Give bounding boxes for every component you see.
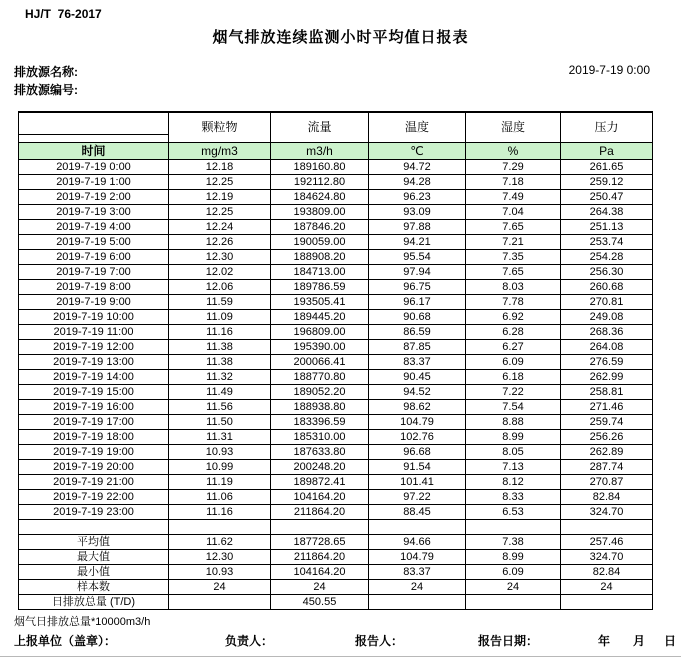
cell-value: 83.37 bbox=[369, 565, 466, 580]
cell-value: 6.53 bbox=[466, 505, 561, 520]
cell-value: 195390.00 bbox=[271, 340, 369, 355]
cell-value: 11.62 bbox=[169, 535, 271, 550]
cell-label: 2019-7-19 4:00 bbox=[19, 220, 169, 235]
cell-value: 90.68 bbox=[369, 310, 466, 325]
table-row bbox=[19, 340, 653, 355]
cell-value: 189872.41 bbox=[271, 475, 369, 490]
cell-value: 276.59 bbox=[561, 355, 653, 370]
cell-value: 270.81 bbox=[561, 295, 653, 310]
cell-value: 8.05 bbox=[466, 445, 561, 460]
emission-total-note: 烟气日排放总量*10000m3/h bbox=[14, 616, 151, 628]
source-name-label: 排放源名称: bbox=[14, 65, 78, 79]
cell-value: 8.33 bbox=[466, 490, 561, 505]
table-row bbox=[19, 250, 653, 265]
report-datetime: 2019-7-19 0:00 bbox=[568, 63, 650, 77]
cell-value: 7.13 bbox=[466, 460, 561, 475]
table-row bbox=[19, 370, 653, 385]
cell-value: 258.81 bbox=[561, 385, 653, 400]
cell-value: 190059.00 bbox=[271, 235, 369, 250]
cell-value: 104164.20 bbox=[271, 565, 369, 580]
header-row-units bbox=[19, 143, 653, 160]
col-header-pressure: 压力 bbox=[561, 112, 653, 143]
cell-label: 2019-7-19 7:00 bbox=[19, 265, 169, 280]
table-row bbox=[19, 295, 653, 310]
cell-value: 96.75 bbox=[369, 280, 466, 295]
cell-value: 82.84 bbox=[561, 490, 653, 505]
cell-value: 96.17 bbox=[369, 295, 466, 310]
cell-label: 2019-7-19 0:00 bbox=[19, 160, 169, 175]
col-header-temperature: 温度 bbox=[369, 112, 466, 143]
cell-label: 最大值 bbox=[19, 550, 169, 565]
summary-row bbox=[19, 520, 653, 535]
cell-value: 8.88 bbox=[466, 415, 561, 430]
cell-value bbox=[169, 520, 271, 535]
cell-value: 97.94 bbox=[369, 265, 466, 280]
cell-value: 189786.59 bbox=[271, 280, 369, 295]
cell-value: 192112.80 bbox=[271, 175, 369, 190]
cell-value: 256.30 bbox=[561, 265, 653, 280]
cell-value bbox=[369, 520, 466, 535]
cell-value: 189160.80 bbox=[271, 160, 369, 175]
cell-value: 262.99 bbox=[561, 370, 653, 385]
cell-label: 2019-7-19 22:00 bbox=[19, 490, 169, 505]
cell-value: 11.38 bbox=[169, 355, 271, 370]
cell-value: 184713.00 bbox=[271, 265, 369, 280]
manager-label: 负责人： bbox=[225, 634, 274, 648]
cell-value: 193505.41 bbox=[271, 295, 369, 310]
cell-label: 平均值 bbox=[19, 535, 169, 550]
col-header-humidity: 湿度 bbox=[466, 112, 561, 143]
table-row bbox=[19, 235, 653, 250]
cell-value bbox=[369, 595, 466, 610]
cell-value: 97.88 bbox=[369, 220, 466, 235]
cell-label: 2019-7-19 2:00 bbox=[19, 190, 169, 205]
cell-value: 11.56 bbox=[169, 400, 271, 415]
table-row bbox=[19, 490, 653, 505]
monitoring-table bbox=[18, 111, 653, 610]
cell-value: 264.38 bbox=[561, 205, 653, 220]
cell-value: 24 bbox=[561, 580, 653, 595]
cell-value: 104164.20 bbox=[271, 490, 369, 505]
table-row bbox=[19, 190, 653, 205]
cell-value: 11.49 bbox=[169, 385, 271, 400]
cell-value bbox=[561, 520, 653, 535]
summary-row bbox=[19, 565, 653, 580]
cell-value: 96.68 bbox=[369, 445, 466, 460]
table-row bbox=[19, 415, 653, 430]
cell-value: 188938.80 bbox=[271, 400, 369, 415]
cell-value: 7.78 bbox=[466, 295, 561, 310]
cell-value: 11.50 bbox=[169, 415, 271, 430]
unit-flow: m3/h bbox=[271, 143, 369, 160]
cell-value: 96.23 bbox=[369, 190, 466, 205]
cell-value: 262.89 bbox=[561, 445, 653, 460]
standard-code: HJ/T 76-2017 bbox=[25, 7, 102, 21]
summary-row bbox=[19, 535, 653, 550]
source-code-label: 排放源编号: bbox=[14, 83, 78, 97]
cell-value: 7.21 bbox=[466, 235, 561, 250]
cell-value: 90.45 bbox=[369, 370, 466, 385]
time-header: 时间 bbox=[19, 143, 169, 160]
cell-value: 10.99 bbox=[169, 460, 271, 475]
cell-value: 12.30 bbox=[169, 550, 271, 565]
unit-humidity: % bbox=[466, 143, 561, 160]
cell-value: 6.92 bbox=[466, 310, 561, 325]
cell-value: 7.65 bbox=[466, 265, 561, 280]
cell-value: 261.65 bbox=[561, 160, 653, 175]
cell-value: 104.79 bbox=[369, 550, 466, 565]
cell-value: 95.54 bbox=[369, 250, 466, 265]
cell-value: 7.35 bbox=[466, 250, 561, 265]
cell-value: 98.62 bbox=[369, 400, 466, 415]
cell-value: 10.93 bbox=[169, 565, 271, 580]
table-row bbox=[19, 505, 653, 520]
year-label: 年 bbox=[598, 634, 611, 648]
table-row bbox=[19, 475, 653, 490]
cell-value: 189445.20 bbox=[271, 310, 369, 325]
table-row bbox=[19, 325, 653, 340]
table-row bbox=[19, 430, 653, 445]
cell-value: 10.93 bbox=[169, 445, 271, 460]
col-header-particulate: 颗粒物 bbox=[169, 112, 271, 143]
cell-value: 211864.20 bbox=[271, 505, 369, 520]
unit-pressure: Pa bbox=[561, 143, 653, 160]
cell-value: 12.25 bbox=[169, 205, 271, 220]
cell-value: 24 bbox=[169, 580, 271, 595]
cell-value: 7.18 bbox=[466, 175, 561, 190]
summary-row bbox=[19, 550, 653, 565]
cell-value: 200248.20 bbox=[271, 460, 369, 475]
cell-value: 268.36 bbox=[561, 325, 653, 340]
cell-value: 24 bbox=[271, 580, 369, 595]
cell-label: 2019-7-19 10:00 bbox=[19, 310, 169, 325]
cell-value: 12.26 bbox=[169, 235, 271, 250]
cell-label: 2019-7-19 16:00 bbox=[19, 400, 169, 415]
table-row bbox=[19, 400, 653, 415]
cell-value: 11.16 bbox=[169, 505, 271, 520]
cell-label: 2019-7-19 23:00 bbox=[19, 505, 169, 520]
cell-value: 260.68 bbox=[561, 280, 653, 295]
cell-value: 86.59 bbox=[369, 325, 466, 340]
cell-value: 253.74 bbox=[561, 235, 653, 250]
cell-value: 11.38 bbox=[169, 340, 271, 355]
table-row bbox=[19, 310, 653, 325]
cell-label: 样本数 bbox=[19, 580, 169, 595]
cell-value: 91.54 bbox=[369, 460, 466, 475]
cell-value: 211864.20 bbox=[271, 550, 369, 565]
cell-value: 94.21 bbox=[369, 235, 466, 250]
cell-value: 11.32 bbox=[169, 370, 271, 385]
cell-label: 2019-7-19 13:00 bbox=[19, 355, 169, 370]
cell-value: 12.18 bbox=[169, 160, 271, 175]
cell-value: 188770.80 bbox=[271, 370, 369, 385]
cell-value: 7.29 bbox=[466, 160, 561, 175]
cell-value: 254.28 bbox=[561, 250, 653, 265]
cell-value: 7.54 bbox=[466, 400, 561, 415]
table-row bbox=[19, 385, 653, 400]
header-corner-cell bbox=[19, 112, 169, 143]
header-row-names bbox=[19, 112, 653, 143]
cell-value bbox=[561, 595, 653, 610]
cell-value: 11.59 bbox=[169, 295, 271, 310]
bottom-divider bbox=[0, 656, 681, 657]
cell-value: 187728.65 bbox=[271, 535, 369, 550]
cell-value: 324.70 bbox=[561, 505, 653, 520]
cell-value: 94.52 bbox=[369, 385, 466, 400]
report-date-label: 报告日期： bbox=[478, 634, 539, 648]
table-row bbox=[19, 280, 653, 295]
cell-value: 8.99 bbox=[466, 430, 561, 445]
cell-value: 270.87 bbox=[561, 475, 653, 490]
cell-value: 82.84 bbox=[561, 565, 653, 580]
cell-label: 2019-7-19 17:00 bbox=[19, 415, 169, 430]
cell-value: 7.49 bbox=[466, 190, 561, 205]
cell-value: 185310.00 bbox=[271, 430, 369, 445]
cell-value: 257.46 bbox=[561, 535, 653, 550]
cell-value: 24 bbox=[466, 580, 561, 595]
table-row bbox=[19, 205, 653, 220]
cell-label: 2019-7-19 9:00 bbox=[19, 295, 169, 310]
cell-value: 93.09 bbox=[369, 205, 466, 220]
cell-label: 2019-7-19 18:00 bbox=[19, 430, 169, 445]
cell-value: 6.28 bbox=[466, 325, 561, 340]
cell-value: 183396.59 bbox=[271, 415, 369, 430]
table-row bbox=[19, 265, 653, 280]
cell-value: 184624.80 bbox=[271, 190, 369, 205]
cell-value: 11.09 bbox=[169, 310, 271, 325]
cell-value: 102.76 bbox=[369, 430, 466, 445]
month-label: 月 bbox=[633, 634, 646, 648]
col-header-flow: 流量 bbox=[271, 112, 369, 143]
cell-label: 最小值 bbox=[19, 565, 169, 580]
cell-value: 287.74 bbox=[561, 460, 653, 475]
table-row bbox=[19, 175, 653, 190]
cell-value: 259.12 bbox=[561, 175, 653, 190]
cell-value: 97.22 bbox=[369, 490, 466, 505]
cell-value: 271.46 bbox=[561, 400, 653, 415]
cell-label: 2019-7-19 5:00 bbox=[19, 235, 169, 250]
cell-label: 2019-7-19 8:00 bbox=[19, 280, 169, 295]
table-row bbox=[19, 445, 653, 460]
cell-label: 2019-7-19 6:00 bbox=[19, 250, 169, 265]
unit-particulate: mg/m3 bbox=[169, 143, 271, 160]
cell-value: 104.79 bbox=[369, 415, 466, 430]
report-unit-label: 上报单位（盖章）： bbox=[14, 634, 117, 648]
cell-value: 12.19 bbox=[169, 190, 271, 205]
cell-value: 88.45 bbox=[369, 505, 466, 520]
cell-value: 6.27 bbox=[466, 340, 561, 355]
cell-value: 8.12 bbox=[466, 475, 561, 490]
cell-value: 83.37 bbox=[369, 355, 466, 370]
cell-value: 6.09 bbox=[466, 565, 561, 580]
day-label: 日 bbox=[664, 634, 677, 648]
cell-value: 7.65 bbox=[466, 220, 561, 235]
cell-value: 187846.20 bbox=[271, 220, 369, 235]
cell-value: 12.25 bbox=[169, 175, 271, 190]
reporter-label: 报告人： bbox=[355, 634, 404, 648]
cell-value: 450.55 bbox=[271, 595, 369, 610]
cell-label: 2019-7-19 14:00 bbox=[19, 370, 169, 385]
cell-value bbox=[466, 595, 561, 610]
cell-value: 94.66 bbox=[369, 535, 466, 550]
cell-value: 8.03 bbox=[466, 280, 561, 295]
cell-label bbox=[19, 520, 169, 535]
cell-label: 2019-7-19 21:00 bbox=[19, 475, 169, 490]
cell-value: 6.18 bbox=[466, 370, 561, 385]
cell-value: 324.70 bbox=[561, 550, 653, 565]
cell-value: 189052.20 bbox=[271, 385, 369, 400]
cell-label: 日排放总量 (T/D) bbox=[19, 595, 169, 610]
cell-label: 2019-7-19 1:00 bbox=[19, 175, 169, 190]
cell-value: 94.72 bbox=[369, 160, 466, 175]
cell-value: 101.41 bbox=[369, 475, 466, 490]
unit-temperature: ℃ bbox=[369, 143, 466, 160]
cell-value: 251.13 bbox=[561, 220, 653, 235]
cell-label: 2019-7-19 15:00 bbox=[19, 385, 169, 400]
cell-value: 24 bbox=[369, 580, 466, 595]
cell-value: 11.19 bbox=[169, 475, 271, 490]
cell-value: 6.09 bbox=[466, 355, 561, 370]
cell-value: 87.85 bbox=[369, 340, 466, 355]
table-row bbox=[19, 355, 653, 370]
summary-row bbox=[19, 580, 653, 595]
cell-value: 11.16 bbox=[169, 325, 271, 340]
cell-value bbox=[169, 595, 271, 610]
table-row bbox=[19, 160, 653, 175]
corner-divider bbox=[19, 121, 168, 135]
cell-value: 259.74 bbox=[561, 415, 653, 430]
cell-value: 200066.41 bbox=[271, 355, 369, 370]
cell-value: 7.04 bbox=[466, 205, 561, 220]
table-row bbox=[19, 460, 653, 475]
cell-value: 264.08 bbox=[561, 340, 653, 355]
cell-value: 11.06 bbox=[169, 490, 271, 505]
cell-value: 7.38 bbox=[466, 535, 561, 550]
cell-value: 12.02 bbox=[169, 265, 271, 280]
cell-value: 187633.80 bbox=[271, 445, 369, 460]
cell-value: 12.06 bbox=[169, 280, 271, 295]
cell-value: 12.24 bbox=[169, 220, 271, 235]
cell-label: 2019-7-19 3:00 bbox=[19, 205, 169, 220]
cell-value: 7.22 bbox=[466, 385, 561, 400]
cell-value: 12.30 bbox=[169, 250, 271, 265]
cell-label: 2019-7-19 19:00 bbox=[19, 445, 169, 460]
cell-value bbox=[466, 520, 561, 535]
page-title: 烟气排放连续监测小时平均值日报表 bbox=[212, 29, 469, 46]
cell-label: 2019-7-19 12:00 bbox=[19, 340, 169, 355]
table-row bbox=[19, 220, 653, 235]
cell-value: 8.99 bbox=[466, 550, 561, 565]
summary-row bbox=[19, 595, 653, 610]
cell-label: 2019-7-19 11:00 bbox=[19, 325, 169, 340]
cell-value: 196809.00 bbox=[271, 325, 369, 340]
cell-label: 2019-7-19 20:00 bbox=[19, 460, 169, 475]
cell-value: 249.08 bbox=[561, 310, 653, 325]
cell-value: 193809.00 bbox=[271, 205, 369, 220]
cell-value: 11.31 bbox=[169, 430, 271, 445]
cell-value: 188908.20 bbox=[271, 250, 369, 265]
cell-value bbox=[271, 520, 369, 535]
cell-value: 94.28 bbox=[369, 175, 466, 190]
cell-value: 250.47 bbox=[561, 190, 653, 205]
cell-value: 256.26 bbox=[561, 430, 653, 445]
